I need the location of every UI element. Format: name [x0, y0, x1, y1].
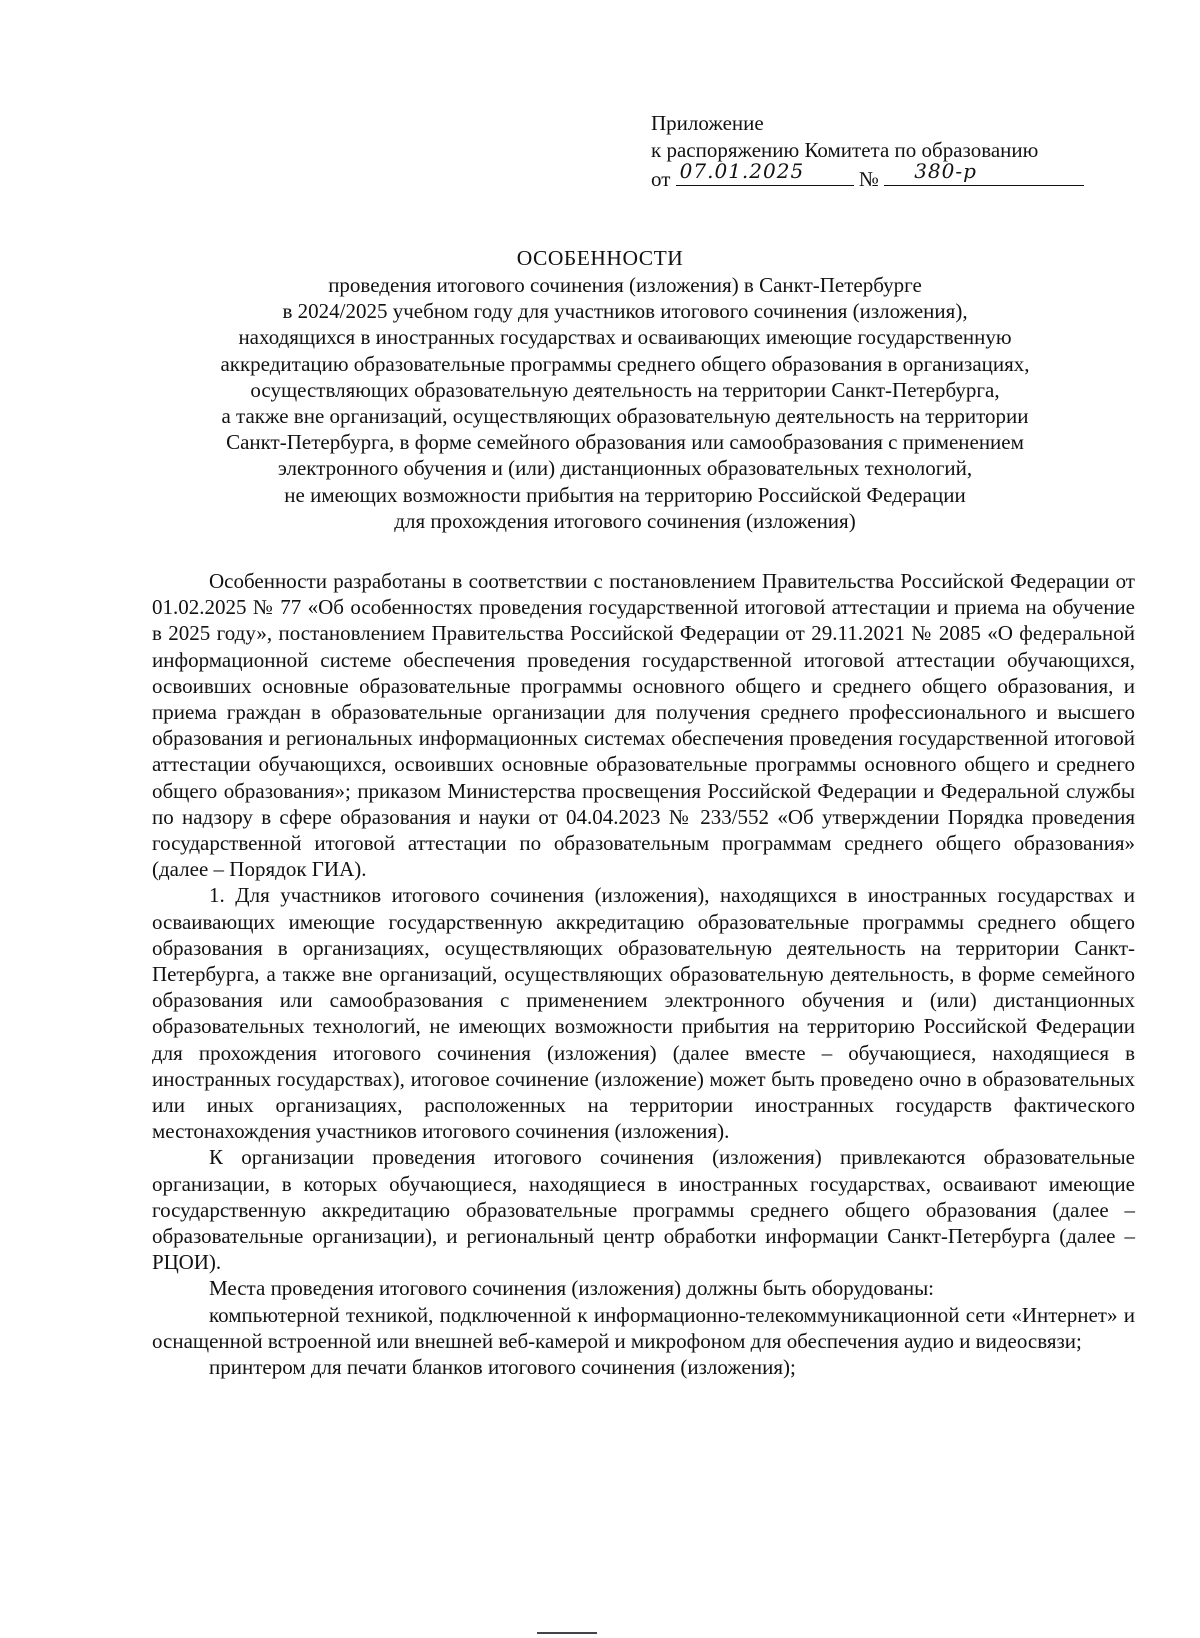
date-field: [676, 158, 854, 186]
subtitle-line: не имеющих возможности прибытия на территорию Российской Федерации: [284, 482, 966, 507]
appendix-date-number: [651, 158, 1111, 193]
subtitle-line: а также вне организаций, осуществляющих образовательную деятельность на территории: [221, 404, 1029, 429]
handwritten-number: 380-р: [914, 158, 977, 183]
paragraph-equipment-printer: принтером для печати бланков итогового сочинения (изложения);: [209, 1355, 796, 1380]
paragraph-equipment-intro: Места проведения итогового сочинения (изложения) должны быть оборудованы:: [209, 1276, 935, 1301]
subtitle-line: Санкт-Петербурга, в форме семейного образования или самообразования с применением: [226, 430, 1024, 455]
document-subtitle: [150, 272, 1100, 534]
subtitle-line: аккредитацию образовательные программы среднего общего образования в организациях,: [220, 351, 1030, 376]
number-field: [884, 158, 1084, 186]
paragraph-organization: К организации проведения итогового сочинения (изложения) привлекаются образовательные организации, в которых обучающиеся, находящиеся в иностранных государствах, осваивают имеющие государственную аккредитацию образовательные программы среднего общего образования (далее – образовательные организации), и региональный центр обработки информации Санкт-Петербурга (далее – РЦОИ).: [152, 1145, 1135, 1275]
page-edge-mark: [537, 1632, 597, 1634]
appendix-block: [651, 110, 1111, 193]
document-body: [152, 568, 1135, 1380]
date-prefix: от: [651, 167, 671, 191]
handwritten-date: 07.01.2025: [679, 158, 805, 183]
subtitle-line: находящихся в иностранных государствах и осваивающих имеющие государственную: [238, 325, 1012, 350]
number-prefix: №: [858, 167, 879, 191]
paragraph-equipment-computer: компьютерной техникой, подключенной к информационно-телекоммуникационной сети «Интернет» и оснащенной встроенной или внешней веб-камерой и микрофоном для обеспечения аудио и видеосвязи;: [152, 1302, 1135, 1353]
subtitle-line: осуществляющих образовательную деятельность на территории Санкт-Петербурга,: [250, 377, 1000, 402]
subtitle-line: для прохождения итогового сочинения (изложения): [394, 508, 856, 533]
appendix-reference: к распоряжению Комитета по образованию: [651, 137, 1039, 162]
paragraph-intro: Особенности разработаны в соответствии с постановлением Правительства Российской Федерации от 01.02.2025 № 77 «Об особенностях проведения государственной итоговой аттестации и приема на обучение в 2025 году», постановлением Правительства Российской Федерации от 29.11.2021 № 2085 «О федеральной информационной системе обеспечения проведения государственной итоговой аттестации обучающихся, освоивших основные образовательные программы основного общего и среднего общего образования, и приема граждан в образовательные организации для получения среднего профессионального и высшего образования и региональных информационных системах обеспечения проведения государственной итоговой аттестации обучающихся, освоивших основные образовательные программы основного общего и среднего общего образования»; приказом Министерства просвещения Российской Федерации и Федеральной службы по надзору в сфере образования и науки от 04.04.2023 № 233/552 «Об утверждении Порядка проведения государственной итоговой аттестации по образовательным программам среднего общего образования» (далее – Порядок ГИА).: [152, 569, 1135, 882]
appendix-label: Приложение: [651, 111, 764, 135]
subtitle-line: в 2024/2025 учебном году для участников итогового сочинения (изложения),: [282, 299, 968, 324]
paragraph-item-1: 1. Для участников итогового сочинения (изложения), находящихся в иностранных государствах и осваивающих имеющие государственную аккредитацию образовательные программы среднего общего образования в организациях, осуществляющих образовательную деятельность на территории Санкт-Петербурга, а также вне организаций, осуществляющих образовательную деятельность, в форме семейного образования или самообразования с применением электронного обучения и (или) дистанционных образовательных технологий, не имеющих возможности прибытия на территорию Российской Федерации для прохождения итогового сочинения (изложения) (далее вместе – обучающиеся, находящиеся в иностранных государствах), итоговое сочинение (изложение) может быть проведено очно в образовательных или иных организациях, расположенных на территории иностранных государств фактического местонахождения участников итогового сочинения (изложения).: [152, 883, 1135, 1144]
subtitle-line: проведения итогового сочинения (изложения) в Санкт-Петербурге: [328, 273, 922, 297]
subtitle-line: электронного обучения и (или) дистанционных образовательных технологий,: [277, 456, 973, 481]
document-title: ОСОБЕННОСТИ: [516, 246, 684, 270]
